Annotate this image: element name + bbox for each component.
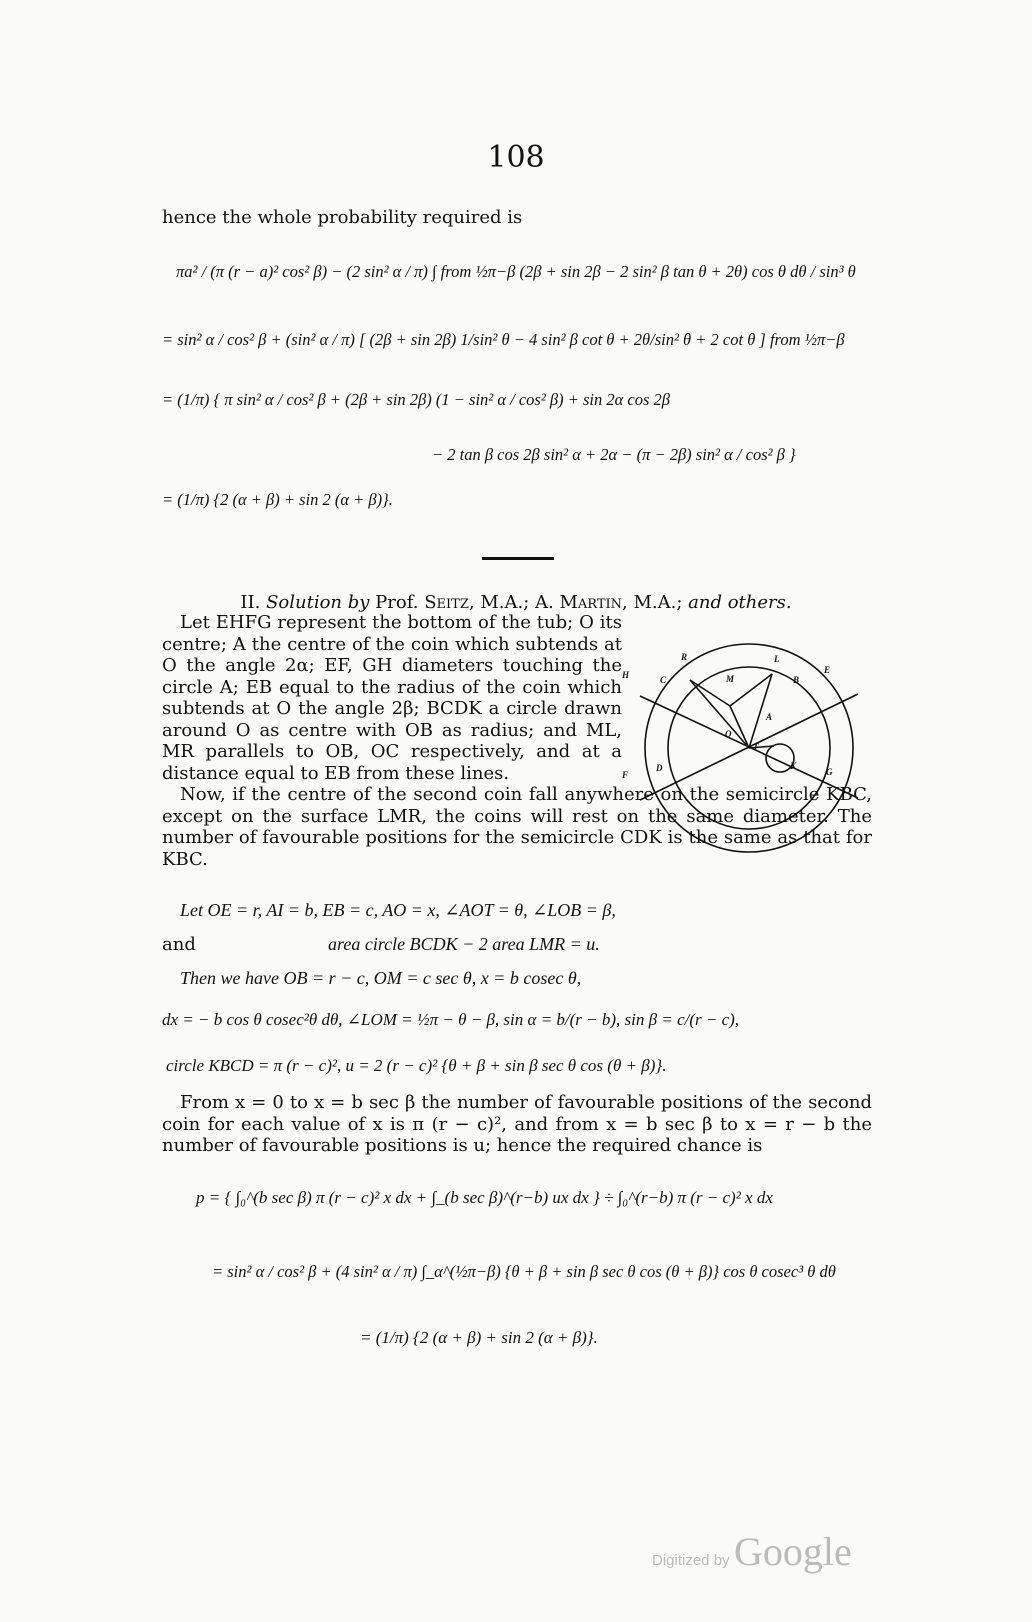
label-h: H xyxy=(622,670,630,680)
paragraph-semicircle: Now, if the centre of the second coin fall anywhere on the semicircle KBC, except on the surface LMR, the coins will rest on the same diameter. The number of favourable positions for the semicircle CDK is the same as that for KBC. xyxy=(162,784,872,870)
label-f: F xyxy=(622,770,629,780)
label-k: K xyxy=(790,761,797,771)
probability-result: = (1/π) {2 (α + β) + sin 2 (α + β)}. xyxy=(360,1328,598,1347)
area-line: area circle BCDK − 2 area LMR = u. xyxy=(328,934,600,954)
paragraph-favourable: From x = 0 to x = b sec β the number of favourable positions of the second coin for each value of x is π (r − c)², and from x = b sec β to x = r − b the number of favourable positions is u; hence the required chance is xyxy=(162,1092,872,1156)
geometry-figure xyxy=(622,638,864,868)
label-d: D xyxy=(656,763,663,773)
and-word: and xyxy=(162,934,196,955)
label-e: E xyxy=(824,665,831,675)
label-m: M xyxy=(726,674,735,684)
label-o: O xyxy=(725,729,732,739)
label-g: G xyxy=(826,767,833,777)
equation-1: πa² / (π (r − a)² cos² β) − (2 sin² α / π) ∫ from ½π−β (2β + sin 2β − 2 sin² β tan θ + 2θ) cos θ dθ / sin³ θ xyxy=(176,262,856,281)
intro-text: hence the whole probability required is xyxy=(162,207,523,228)
equation-3: = (1/π) { π sin² α / cos² β + (2β + sin 2β) (1 − sin² α / cos² β) + sin 2α cos 2β xyxy=(162,390,671,409)
circle-line: circle KBCD = π (r − c)², u = 2 (r − c)² {θ + β + sin β sec θ cos (θ + β)}. xyxy=(166,1056,667,1075)
probability-equation: p = { ∫₀^(b sec β) π (r − c)² x dx + ∫_(b sec β)^(r−b) ux dx } ÷ ∫₀^(r−b) π (r − c)² x dx xyxy=(196,1188,773,1207)
probability-equation-2: = sin² α / cos² β + (4 sin² α / π) ∫_α^(½π−β) {θ + β + sin β sec θ cos (θ + β)} cos θ cosec³ θ dθ xyxy=(212,1262,836,1281)
label-c: C xyxy=(660,675,667,685)
then-line: Then we have OB = r − c, OM = c sec θ, x = b cosec θ, xyxy=(180,968,582,988)
line-lm xyxy=(730,674,772,706)
label-b: B xyxy=(793,675,800,685)
label-r: R xyxy=(681,652,688,662)
line-or xyxy=(690,680,749,748)
label-a: A xyxy=(766,712,773,722)
paragraph-setup: Let EHFG represent the bottom of the tub; O its centre; A the centre of the coin which subtends at O the angle 2α; EF, GH diameters touching the circle A; EB equal to the radius of the coin which subtends at O the angle 2β; BCDK a circle drawn around O as centre with OB as radius; and ML, MR parallels to OB, OC respectively, and at a distance equal to EB from these lines. xyxy=(162,612,622,784)
section-divider xyxy=(482,557,554,560)
label-t: T xyxy=(753,742,759,752)
equation-4: = (1/π) {2 (α + β) + sin 2 (α + β)}. xyxy=(162,490,393,509)
section-heading: II. Solution by Prof. Seitz, M.A.; A. Martin, M.A.; and others. xyxy=(240,592,792,613)
page-number: 108 xyxy=(487,140,545,175)
label-l: L xyxy=(774,654,780,664)
equation-3-continued: − 2 tan β cos 2β sin² α + 2α − (π − 2β) sin² α / cos² β } xyxy=(432,445,796,464)
equation-2: = sin² α / cos² β + (sin² α / π) [ (2β + sin 2β) 1/sin² θ − 4 sin² β cot θ + 2θ/sin² θ + 2 cot θ ] from ½π−β xyxy=(162,330,845,349)
let-line: Let OE = r, AI = b, EB = c, AO = x, ∠AOT = θ, ∠LOB = β, xyxy=(180,900,616,920)
google-watermark: Digitized by Google xyxy=(652,1529,852,1574)
dx-line: dx = − b cos θ cosec²θ dθ, ∠LOM = ½π − θ − β, sin α = b/(r − b), sin β = c/(r − c), xyxy=(162,1010,740,1029)
